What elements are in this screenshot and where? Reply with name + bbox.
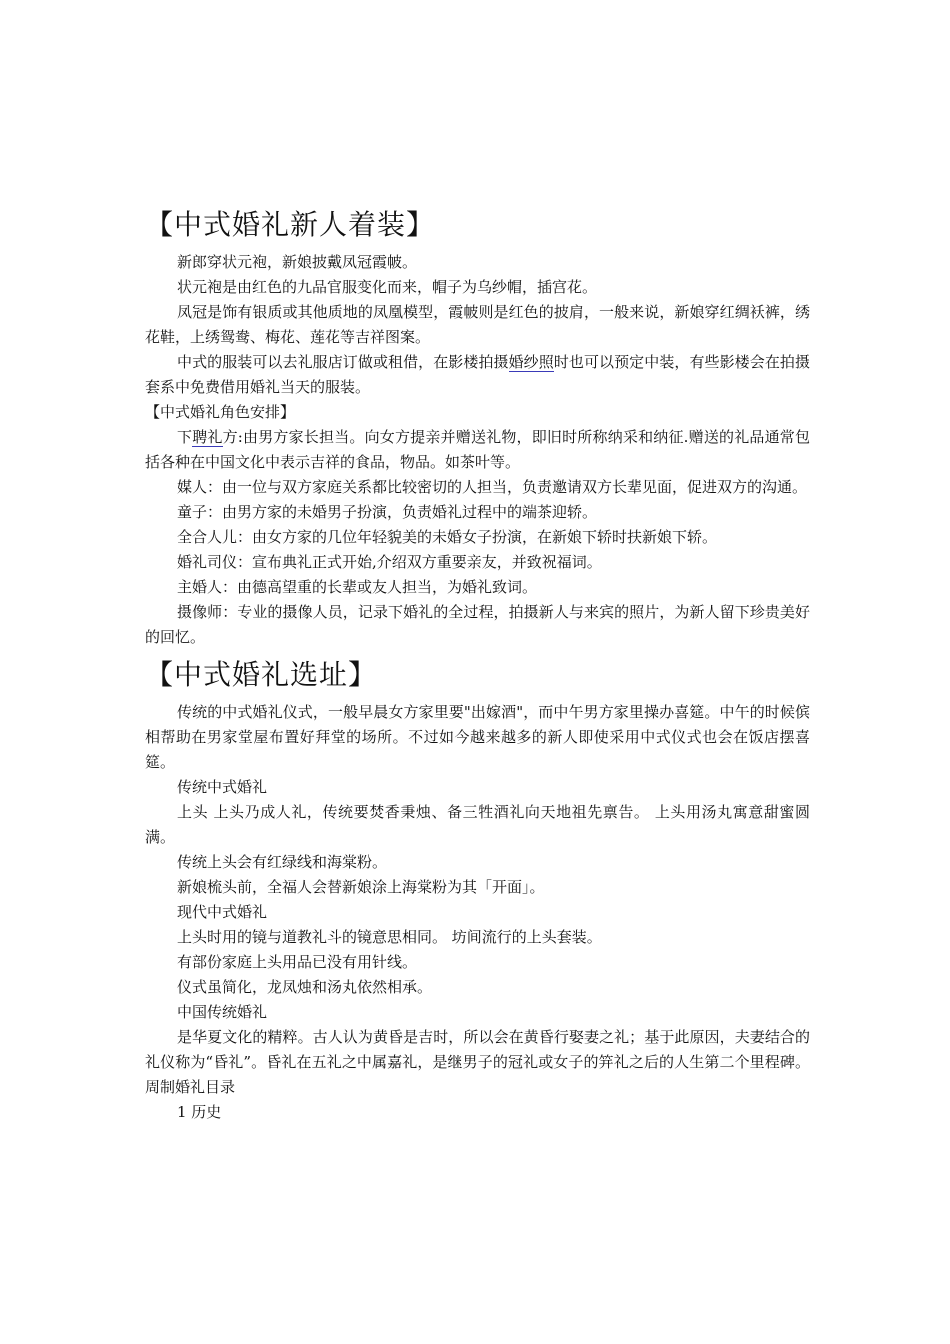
paragraph	[145, 350, 810, 400]
paragraph: 婚礼司仪：宣布典礼正式开始,介绍双方重要亲友，并致祝福词。	[177, 553, 602, 571]
section-heading-venue: 【中式婚礼选址】	[145, 658, 378, 691]
paragraph: 传统上头会有红绿线和海棠粉。	[177, 853, 388, 871]
text-span: 中式的服装可以去礼服店订做或租借，在影楼拍摄	[177, 353, 509, 371]
paragraph: 新郎穿状元袍，新娘披戴凤冠霞帔。	[177, 253, 418, 271]
paragraph: 是华夏文化的精粹。古人认为黄昏是吉时，所以会在黄昏行娶妻之礼；基于此原因，夫妻结合的礼仪称为“昏礼”。昏礼在五礼之中属嘉礼，是继男子的冠礼或女子的笄礼之后的人生第二个里程碑。 周制婚礼目录	[145, 1028, 810, 1096]
paragraph: 传统中式婚礼	[177, 778, 268, 796]
text-span: 方:由男方家长担当。向女方提亲并赠送礼物，即旧时所称纳采和纳征.赠送的礼品通常包括各种在中国文化中表示吉祥的食品，物品。如茶叶等。	[145, 428, 810, 471]
paragraph: 仪式虽简化，龙凤烛和汤丸依然相承。	[177, 978, 433, 996]
paragraph: 新娘梳头前，全福人会替新娘涂上海棠粉为其「开面」。	[177, 878, 545, 896]
paragraph: 1 历史	[177, 1103, 222, 1121]
paragraph: 童子：由男方家的未婚男子扮演，负责婚礼过程中的端茶迎轿。	[177, 503, 598, 521]
text-span: 下	[177, 428, 193, 446]
paragraph: 状元袍是由红色的九品官服变化而来，帽子为乌纱帽，插宫花。	[177, 278, 598, 296]
wedding-photo-link[interactable]: 婚纱照	[508, 353, 554, 371]
paragraph: 现代中式婚礼	[177, 903, 268, 921]
section-heading-roles: 【中式婚礼角色安排】	[145, 403, 296, 421]
paragraph: 有部份家庭上头用品已没有用针线。	[177, 953, 418, 971]
paragraph: 全合人儿：由女方家的几位年轻貌美的未婚女子扮演，在新娘下轿时扶新娘下轿。	[177, 528, 718, 546]
paragraph: 传统的中式婚礼仪式，一般早晨女方家里要"出嫁酒"，而中午男方家里操办喜筵。中午的时候傧相帮助在男家堂屋布置好拜堂的场所。不过如今越来越多的新人即使采用中式仪式也会在饭店摆喜筵。	[145, 703, 810, 771]
paragraph: 中国传统婚礼	[177, 1003, 268, 1021]
paragraph: 上头时用的镜与道教礼斗的镜意思相同。 坊间流行的上头套装。	[177, 928, 602, 946]
betrothal-gift-link[interactable]: 聘礼	[192, 428, 223, 446]
paragraph	[145, 425, 810, 475]
paragraph: 上头 上头乃成人礼，传统要焚香秉烛、备三牲酒礼向天地祖先禀告。 上头用汤丸寓意甜蜜圆满。	[145, 803, 810, 846]
text-span: 时也可以预定中装，有些影楼会在拍摄套系中免费借用婚礼当天的服装。	[145, 353, 810, 396]
paragraph: 媒人：由一位与双方家庭关系都比较密切的人担当，负责邀请双方长辈见面，促进双方的沟通。	[177, 478, 808, 496]
paragraph: 摄像师：专业的摄像人员，记录下婚礼的全过程，拍摄新人与来宾的照片，为新人留下珍贵美好的回忆。	[145, 603, 810, 646]
document-body	[145, 200, 810, 1125]
paragraph: 主婚人：由德高望重的长辈或友人担当，为婚礼致词。	[177, 578, 538, 596]
paragraph: 凤冠是饰有银质或其他质地的凤凰模型，霞帔则是红色的披肩，一般来说，新娘穿红绸袄裤，绣花鞋，上绣鸳鸯、梅花、莲花等吉祥图案。	[145, 303, 810, 346]
section-heading-attire: 【中式婚礼新人着装】	[145, 208, 436, 241]
